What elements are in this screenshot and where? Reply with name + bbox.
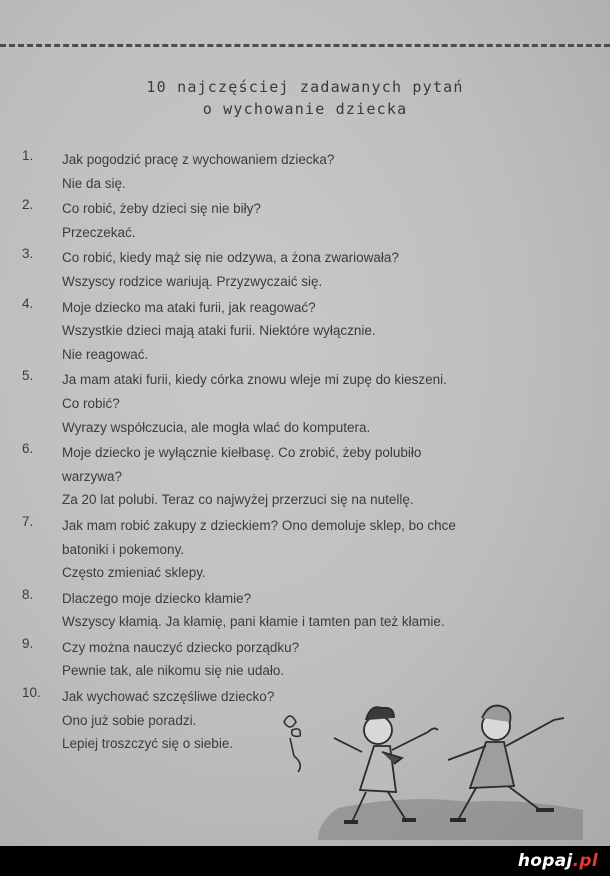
answer-text: Wyrazy współczucia, ale mogła wlać do komputera. [62,419,371,435]
question-text: Moje dziecko je wyłącznie kiełbasę. Co zrobić, żeby polubiło [62,445,422,461]
item-number: 5. [22,368,34,384]
answer-text: Za 20 lat polubi. Teraz co najwyżej przerzuci się na nutellę. [62,492,414,508]
list-item [0,148,610,195]
answer-text: Pewnie tak, ale nikomu się nie udało. [62,663,285,679]
question-text: Jak mam robić zakupy z dzieckiem? Ono demoluje sklep, bo chce [62,517,456,533]
flower-icon [284,716,300,772]
answer-text: Wszyscy kłamią. Ja kłamię, pani kłamie i tamten pan też kłamie. [62,614,445,630]
question-text: Co robić, żeby dzieci się nie biły? [62,201,261,217]
question-text: warzywa? [62,468,123,484]
dashed-divider [0,44,610,47]
item-number: 3. [22,246,34,262]
item-number: 1. [22,148,34,163]
answer-text: Przeczekać. [62,224,136,240]
list-item [0,636,610,683]
item-number: 9. [22,635,34,651]
list-item [0,368,610,439]
question-text: Co robić? [62,395,120,411]
item-number: 7. [22,513,34,529]
question-text: Czy można nauczyć dziecko porządku? [62,639,300,655]
answer-text: Ono już sobie poradzi. [62,712,197,728]
item-number: 6. [22,441,34,457]
page-title-line-1: 10 najczęściej zadawanych pytań [146,78,464,96]
question-text: Dlaczego moje dziecko kłamie? [62,590,252,606]
answer-text: Lepiej troszczyć się o siebie. [62,736,234,752]
question-text: Jak pogodzić pracę z wychowaniem dziecka? [62,152,335,167]
question-text: Jak wychować szczęśliwe dziecko? [62,689,275,705]
list-item [0,587,610,634]
question-text: Moje dziecko ma ataki furii, jak reagować? [62,299,316,315]
question-text: batoniki i pokemony. [62,541,185,557]
answer-text: Często zmieniać sklepy. [62,565,206,581]
site-logo[interactable] [518,851,598,871]
answer-text: Wszyscy rodzice wariują. Przyzwyczaić się. [62,273,323,289]
question-list [0,148,610,758]
answer-text: Nie reagować. [62,346,149,362]
list-item [0,197,610,244]
list-item [0,441,610,512]
answer-text: Nie da się. [62,175,126,191]
list-item [0,514,610,585]
logo-tld: .pl [572,851,598,871]
item-number: 4. [22,295,34,311]
list-item [0,246,610,293]
page-title-line-2: o wychowanie dziecka [202,100,408,118]
question-text: Ja mam ataki furii, kiedy córka znowu wleje mi zupę do kieszeni. [62,372,447,388]
list-item [0,296,610,367]
question-text: Co robić, kiedy mąż się nie odzywa, a żona zwariowała? [62,250,399,266]
answer-text: Wszystkie dzieci mają ataki furii. Niektóre wyłącznie. [62,323,376,339]
dancing-children-illustration [278,690,598,840]
item-number: 10. [22,685,41,701]
item-number: 8. [22,586,34,602]
item-number: 2. [22,197,34,213]
logo-name: hopaj [517,851,573,871]
